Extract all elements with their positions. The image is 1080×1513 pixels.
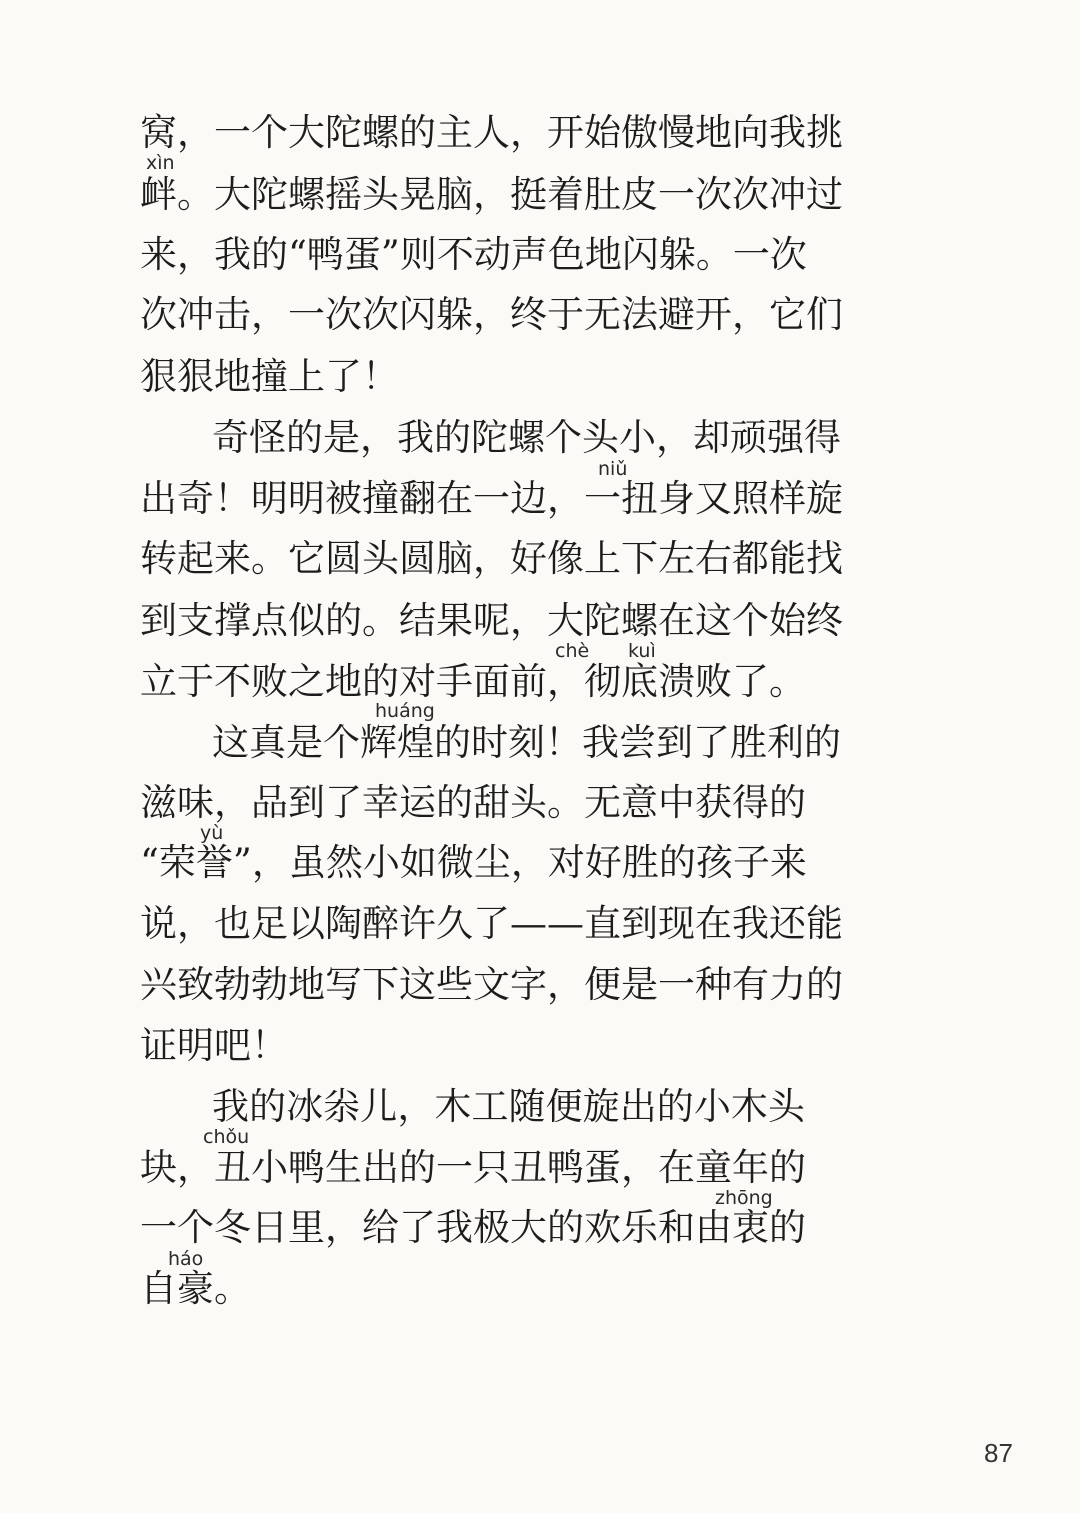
pinyin-yu: yù: [200, 822, 224, 844]
text-line-4: 次冲击，一次次闪躲，终于无法避开，它们: [140, 293, 843, 336]
pinyin-zhong: zhōng: [715, 1187, 773, 1209]
page-number: 87: [984, 1438, 1013, 1468]
text-line-17: 我的冰尜儿，木工随便旋出的小木头: [212, 1085, 805, 1128]
pinyin-xin: xìn: [146, 152, 175, 174]
text-line-15: 兴致勃勃地写下这些文字，便是一种有力的: [140, 963, 843, 1006]
pinyin-che: chè: [555, 640, 590, 662]
text-line-9: 到支撑点似的。结果呢，大陀螺在这个始终: [140, 599, 843, 642]
text-line-10: 立于不败之地的对手面前，彻底溃败了。: [140, 660, 806, 703]
text-line-7: 出奇！明明被撞翻在一边，一扭身又照样旋: [140, 477, 843, 520]
text-line-6: 奇怪的是，我的陀螺个头小，却顽强得: [212, 416, 841, 459]
text-line-11: 这真是个辉煌的时刻！我尝到了胜利的: [212, 721, 841, 764]
pinyin-chou: chǒu: [203, 1126, 250, 1148]
text-line-8: 转起来。它圆头圆脑，好像上下左右都能找: [140, 537, 843, 580]
text-line-16: 证明吧！: [140, 1024, 288, 1067]
text-line-1: 窝，一个大陀螺的主人，开始傲慢地向我挑: [140, 111, 843, 154]
text-line-3: 来，我的“鸭蛋”则不动声色地闪躲。一次: [140, 233, 807, 276]
pinyin-niu: niǔ: [598, 458, 628, 480]
text-line-13: “荣誉”，虽然小如微尘，对好胜的孩子来: [140, 841, 807, 884]
pinyin-huang: huáng: [375, 700, 435, 722]
text-line-2: 衅。大陀螺摇头晃脑，挺着肚皮一次次冲过: [140, 173, 843, 216]
pinyin-kui: kuì: [628, 640, 656, 662]
text-line-19: 一个冬日里，给了我极大的欢乐和由衷的: [140, 1206, 806, 1249]
pinyin-hao: háo: [168, 1248, 204, 1270]
text-line-18: 块，丑小鸭生出的一只丑鸭蛋，在童年的: [140, 1146, 806, 1189]
text-line-5: 狠狠地撞上了！: [140, 355, 399, 398]
text-line-14: 说，也足以陶醉许久了——直到现在我还能: [140, 902, 843, 945]
text-line-12: 滋味，品到了幸运的甜头。无意中获得的: [140, 781, 806, 824]
text-line-20: 自豪。: [140, 1267, 251, 1310]
